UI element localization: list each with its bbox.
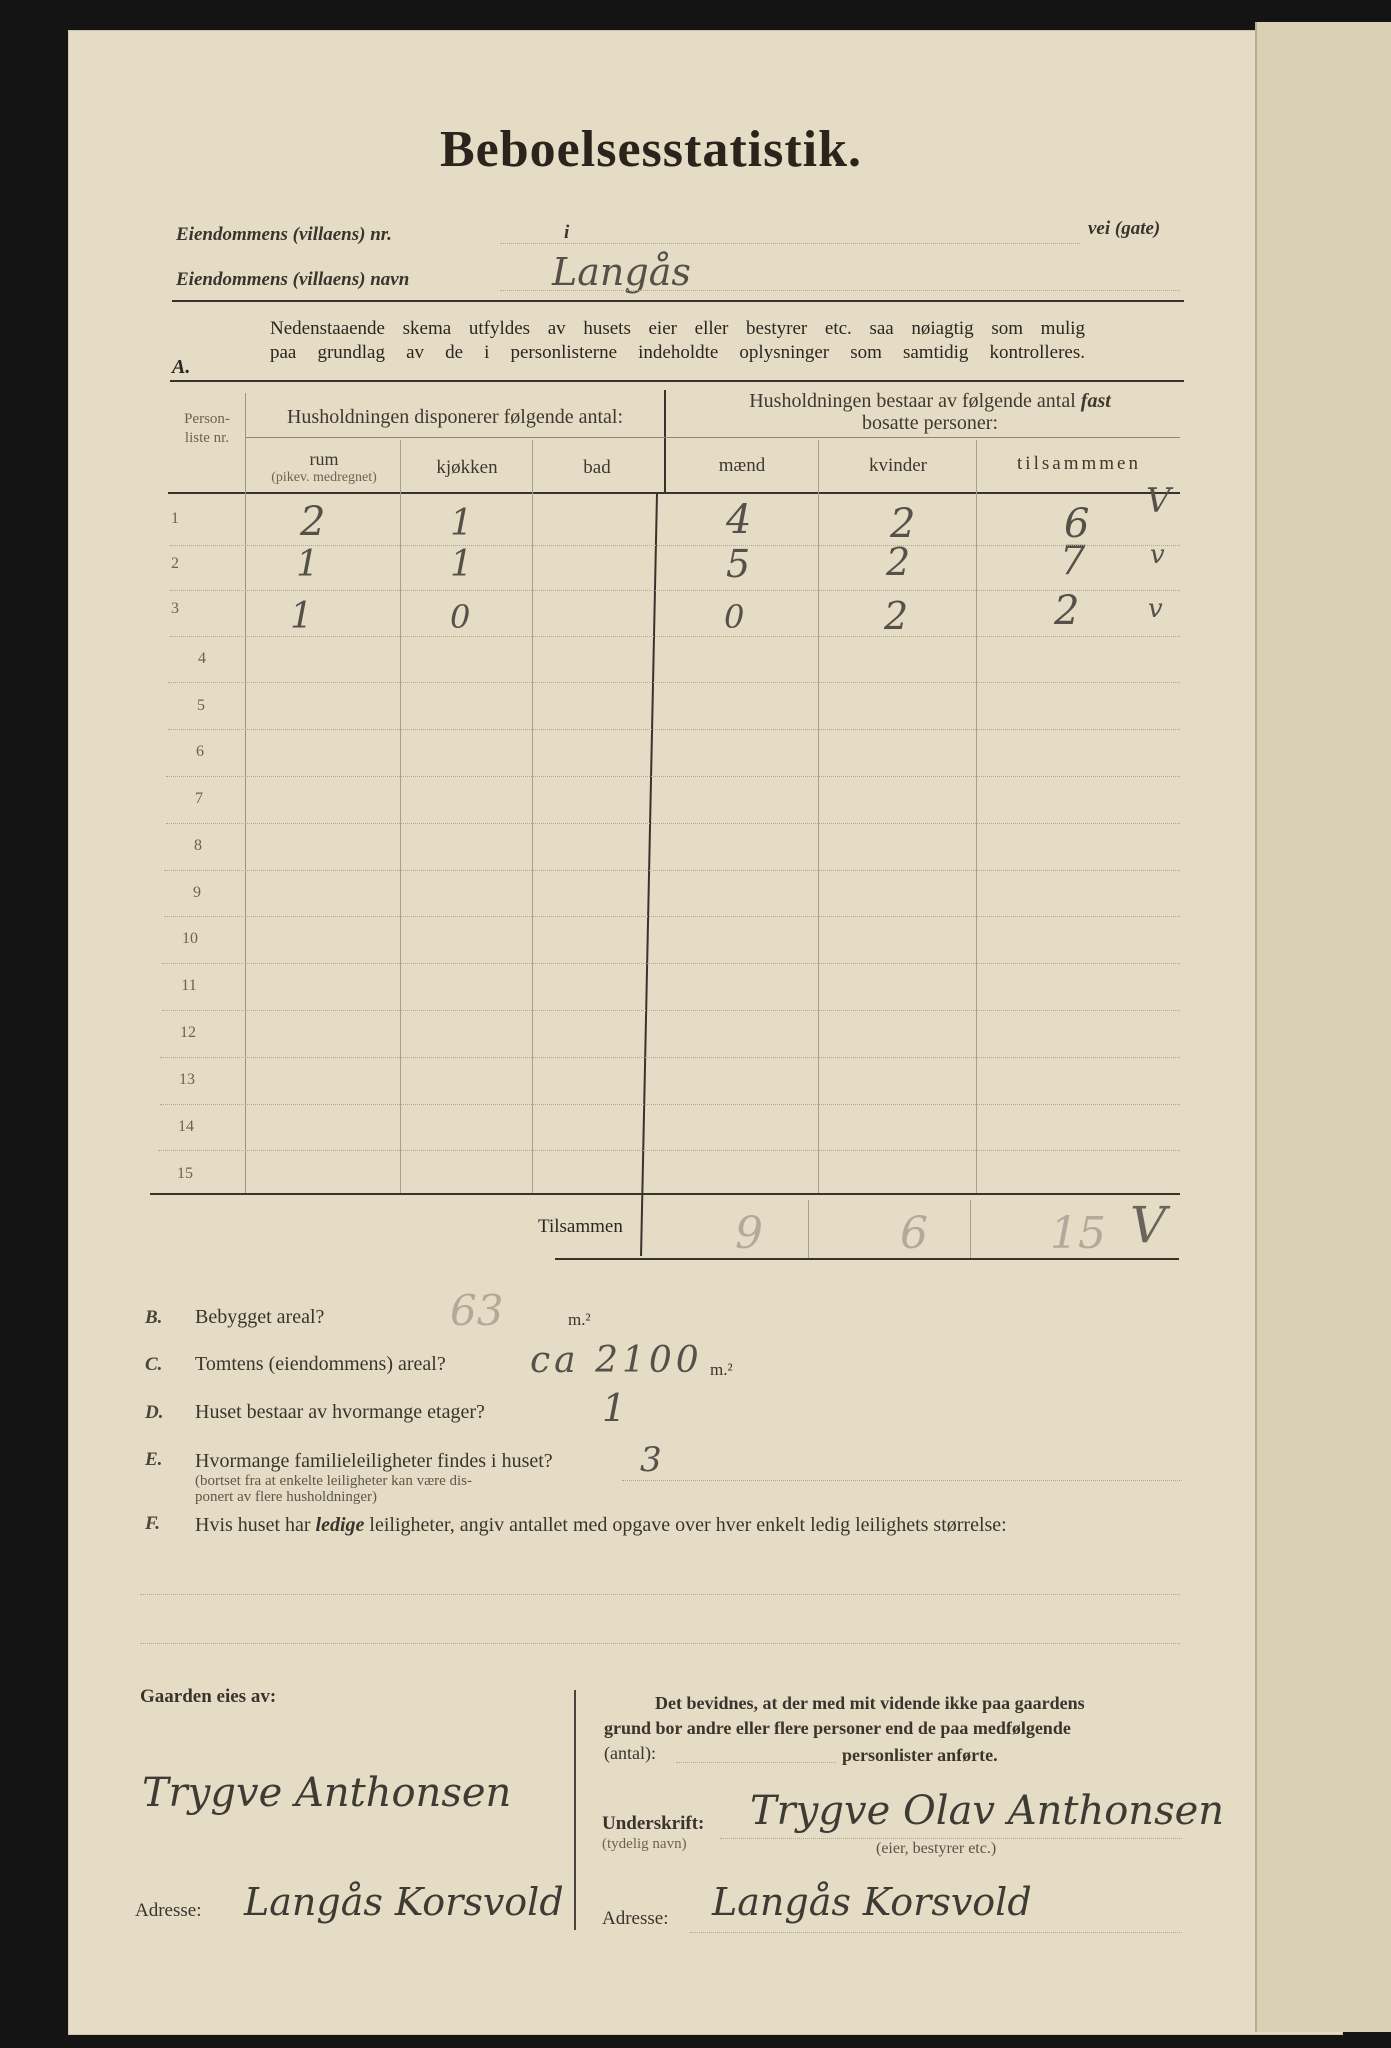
signature-line: [720, 1838, 1182, 1839]
cert-line3a: (antal):: [604, 1743, 656, 1763]
section-a-letter: A.: [172, 356, 191, 378]
question-b-value: 63: [450, 1286, 504, 1335]
question-c-text: Tomtens (eiendommens) areal?: [195, 1353, 446, 1375]
question-e-letter: E.: [145, 1449, 163, 1470]
column-rule: [808, 1200, 809, 1258]
property-street-label: vei (gate): [1088, 218, 1161, 239]
property-name-line: [500, 290, 1180, 291]
signature-label: Underskrift:: [602, 1813, 705, 1834]
col-tilsammen-header: tilsammmen: [1017, 453, 1141, 474]
table-row: [150, 588, 1190, 638]
row-number: 10: [182, 930, 198, 947]
question-f-text: [195, 1514, 1007, 1537]
cell-rum: 1: [296, 544, 319, 585]
signature-sub: (tydelig navn): [602, 1836, 687, 1852]
cell-rum: 2: [300, 499, 326, 545]
question-e-text: Hvormange familieleiligheter findes i huset?: [195, 1450, 553, 1472]
header-rule: [664, 437, 1180, 438]
row-number: 11: [181, 977, 197, 994]
owner-address-label: Adresse:: [135, 1900, 202, 1921]
question-b-unit: m.²: [568, 1310, 591, 1329]
row-guide: [168, 729, 1180, 730]
next-page-edge: [1255, 22, 1391, 2032]
cert-line2: grund bor andre eller flere personer end de paa medfølgende: [604, 1718, 1071, 1738]
row-guide: [170, 636, 1180, 637]
divider: [170, 380, 1184, 382]
row-guide: [164, 916, 1180, 917]
owner-name: Trygve Anthonsen: [142, 1770, 512, 1816]
property-nr-line: [500, 243, 1080, 244]
property-nr-label: Eiendommens (villaens) nr.: [176, 224, 392, 245]
col-bad-header: bad: [583, 457, 611, 478]
cert-address-label: Adresse:: [602, 1908, 669, 1929]
cert-address-line: [690, 1932, 1182, 1933]
cert-count-line: [676, 1762, 836, 1763]
table-bottom: [150, 1193, 1180, 1195]
group2-header-text2: bosatte personer:: [861, 412, 999, 434]
question-d-text: Huset bestaar av hvormange etager?: [195, 1401, 485, 1423]
row-number: 9: [193, 884, 201, 901]
row-guide: [162, 1010, 1180, 1011]
row-guide: [166, 776, 1180, 777]
table-row: [150, 481, 1190, 547]
total-check-mark: V: [1130, 1196, 1167, 1254]
question-d-letter: D.: [145, 1402, 164, 1423]
col-person-header: [172, 410, 242, 448]
row-guide: [160, 1057, 1180, 1058]
row-guide: [158, 1150, 1180, 1151]
row-number: 14: [178, 1118, 194, 1135]
cell-tilsammen: 2: [1054, 588, 1080, 634]
question-e-note2: ponert av flere husholdninger): [195, 1489, 378, 1505]
row-number: 8: [194, 837, 202, 854]
signature-role: (eier, bestyrer etc.): [876, 1840, 997, 1857]
total-tilsammen: 15: [1050, 1208, 1106, 1259]
group2-header: [680, 390, 1180, 434]
cell-rum: 1: [290, 596, 313, 637]
question-f-letter: F.: [145, 1513, 160, 1534]
cell-tilsammen: 7: [1060, 538, 1086, 584]
property-name-value: Langås: [552, 250, 691, 294]
row-number: 1: [171, 510, 179, 527]
cell-kvinder: 2: [890, 501, 916, 547]
total-label: Tilsammen: [538, 1216, 623, 1237]
row-number: 15: [177, 1165, 193, 1182]
column-rule: [970, 1200, 971, 1258]
question-f-text-part1: Hvis huset har: [195, 1514, 311, 1536]
row-number: 6: [196, 743, 204, 760]
col-kvinder-header: kvinder: [868, 455, 928, 476]
row-guide: [168, 682, 1180, 683]
group2-header-text1: Husholdningen bestaar av følgende antal: [749, 390, 1076, 412]
row-guide: [164, 870, 1180, 871]
total-maend: 9: [735, 1208, 763, 1259]
question-c-unit: m.²: [710, 1360, 733, 1379]
total-kvinder: 6: [900, 1208, 928, 1259]
check-mark: V: [1146, 481, 1171, 521]
cell-kvinder: 2: [884, 594, 909, 638]
check-mark: v: [1148, 594, 1163, 624]
cert-line1: Det bevidnes, at der med mit vidende ikke paa gaardens: [655, 1693, 1085, 1713]
cell-maend: 0: [724, 598, 745, 636]
table-row: [150, 538, 1190, 590]
cell-kvinder: 2: [886, 540, 911, 584]
cell-maend: 5: [726, 542, 751, 586]
question-e-note1: (bortset fra at enkelte leiligheter kan være dis-: [195, 1473, 472, 1489]
header-rule: [246, 437, 666, 438]
property-i-label: i: [564, 222, 570, 243]
signature: Trygve Olav Anthonsen: [750, 1788, 1225, 1834]
cell-tilsammen: 6: [1064, 501, 1090, 547]
cell-kjokken: 1: [450, 544, 473, 585]
cell-maend: 4: [726, 497, 752, 543]
col-rum-header: rum: [309, 449, 339, 469]
check-mark: v: [1150, 540, 1165, 570]
cert-address: Langås Korsvold: [712, 1880, 1032, 1924]
row-guide: [160, 1104, 1180, 1105]
row-number: 2: [171, 555, 179, 572]
question-c-value: ca 2100: [530, 1340, 703, 1381]
question-e-line: [622, 1480, 1182, 1481]
signature-divider: [574, 1690, 576, 1930]
row-number: 12: [180, 1024, 196, 1041]
answer-line: [140, 1643, 1180, 1644]
property-name-label: Eiendommens (villaens) navn: [176, 269, 410, 290]
page-title: Beboelsesstatistik.: [440, 121, 862, 178]
row-number: 4: [198, 650, 206, 667]
cell-kjokken: 0: [450, 598, 471, 636]
group1-header: Husholdningen disponerer følgende antal:: [286, 406, 624, 428]
row-guide: [170, 590, 1180, 591]
col-person-header-text: Person- liste nr.: [184, 411, 230, 446]
section-a-intro-line1: Nedenstaaende skema utfyldes av husets eier eller bestyrer etc. saa nøiagtig som mulig: [270, 318, 1085, 339]
table-header-bottom: [168, 492, 1180, 494]
cell-kjokken: 1: [450, 503, 473, 544]
row-number: 3: [171, 600, 179, 617]
col-rum-subheader: (pikev. medregnet): [271, 470, 377, 485]
question-b-text: Bebygget areal?: [195, 1306, 325, 1328]
divider: [172, 300, 1184, 302]
question-c-letter: C.: [145, 1354, 163, 1375]
question-e-value: 3: [640, 1440, 662, 1480]
row-guide: [170, 545, 1180, 546]
cert-line3b: personlister anførte.: [842, 1745, 998, 1765]
row-number: 5: [197, 697, 205, 714]
group2-header-fast: fast: [1080, 390, 1111, 412]
owner-label: Gaarden eies av:: [140, 1686, 277, 1707]
owner-address: Langås Korsvold: [244, 1880, 564, 1924]
row-guide: [162, 963, 1180, 964]
section-a-intro-line2: paa grundlag av de i personlisterne indeholdte oplysninger som samtidig kontrolleres.: [270, 342, 1085, 363]
question-b-letter: B.: [145, 1307, 163, 1328]
question-d-value: 1: [602, 1386, 627, 1430]
answer-line: [140, 1594, 1180, 1595]
question-f-ledige: ledige: [315, 1514, 365, 1536]
col-kjokken-header: kjøkken: [436, 457, 498, 478]
row-number: 7: [195, 790, 203, 807]
row-guide: [166, 823, 1180, 824]
row-number: 13: [179, 1071, 195, 1088]
col-maend-header: mænd: [718, 455, 766, 476]
question-f-text-part2: leiligheter, angiv antallet med opgave over hver enkelt ledig leilighets størrelse:: [369, 1514, 1007, 1536]
